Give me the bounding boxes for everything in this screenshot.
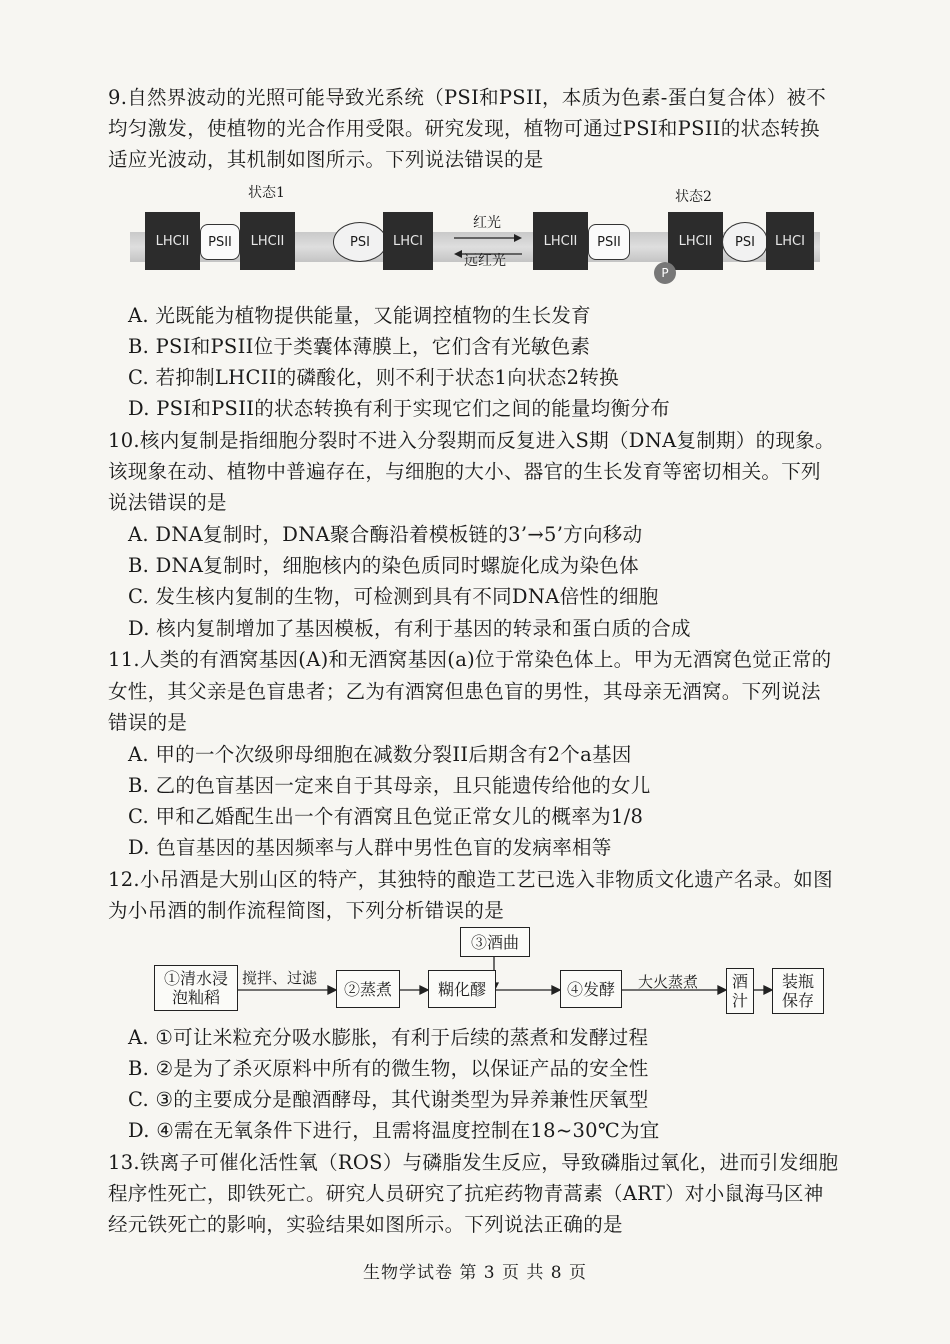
state1-label: 状态1 (248, 185, 285, 201)
flow-arrow-distill-label: 大火蒸煮 (638, 973, 699, 991)
flow-step-liquor (726, 968, 754, 1014)
q9-stem-line-1: 9.自然界波动的光照可能导致光系统（PSI和PSII，本质为色素-蛋白复合体）被不 (108, 86, 827, 109)
q10-stem-line-3: 说法错误的是 (108, 491, 227, 514)
flow-step-steam: ②蒸煮 (336, 970, 400, 1008)
far-red-light-label: 远红光 (464, 253, 506, 269)
lhci-complex: LHCI (766, 212, 814, 270)
q11-stem-line-1: 11.人类的有酒窝基因(A)和无酒窝基因(a)位于常染色体上。甲为无酒窝色觉正常的 (108, 648, 832, 671)
q12-stem-line-2: 为小吊酒的制作流程简图，下列分析错误的是 (108, 899, 505, 922)
q11-option-d: D. 色盲基因的基因频率与人群中男性色盲的发病率相等 (128, 836, 612, 859)
flow-step-bottling (772, 968, 824, 1014)
psii-complex: PSII (200, 224, 240, 260)
q10-option-b: B. DNA复制时，细胞核内的染色质同时螺旋化成为染色体 (128, 554, 639, 577)
flow-step-bottling-line-2: 保存 (781, 991, 814, 1010)
flow-step-fermentation: ④发酵 (560, 970, 622, 1008)
flow-step-soak-line-2: 泡籼稻 (171, 988, 220, 1007)
flow-step-soak (154, 965, 238, 1011)
q11-stem-line-2: 女性，其父亲是色盲患者；乙为有酒窝但患色盲的男性，其母亲无酒窝。下列说法 (108, 680, 821, 703)
phosphate-group: P (654, 262, 676, 284)
q13-stem-line-1: 13.铁离子可催化活性氧（ROS）与磷脂发生反应，导致磷脂过氧化，进而引发细胞 (108, 1151, 839, 1174)
flow-step-yeast: ③酒曲 (460, 927, 530, 957)
q11-stem-line-3: 错误的是 (108, 711, 188, 734)
flow-step-liquor-line-2: 汁 (731, 991, 748, 1010)
q13-stem-line-2: 程序性死亡，即铁死亡。研究人员研究了抗疟药物青蒿素（ART）对小鼠海马区神 (108, 1182, 824, 1205)
q9-option-b: B. PSI和PSII位于类囊体薄膜上，它们含有光敏色素 (128, 335, 591, 358)
lhcii-complex: LHCII (668, 212, 723, 270)
flow-step-gelatinized-mash: 糊化醪 (428, 970, 496, 1008)
q10-option-a: A. DNA复制时，DNA聚合酶沿着模板链的3’→5’方向移动 (128, 523, 643, 546)
flow-step-bottling-line-1: 装瓶 (781, 972, 814, 991)
lhcii-complex: LHCII (145, 212, 200, 270)
q10-option-d: D. 核内复制增加了基因模板，有利于基因的转录和蛋白质的合成 (128, 617, 691, 640)
q13-stem-line-3: 经元铁死亡的影响，实验结果如图所示。下列说法正确的是 (108, 1213, 623, 1236)
q9-option-a: A. 光既能为植物提供能量，又能调控植物的生长发育 (128, 304, 591, 327)
psii-complex: PSII (588, 224, 630, 260)
red-light-label: 红光 (473, 215, 501, 231)
q10-stem-line-2: 该现象在动、植物中普遍存在，与细胞的大小、器官的生长发育等密切相关。下列 (108, 460, 821, 483)
q12-option-a: A. ①可让米粒充分吸水膨胀，有利于后续的蒸煮和发酵过程 (128, 1026, 649, 1049)
lhcii-complex: LHCII (240, 212, 295, 270)
psi-complex: PSI (722, 222, 768, 262)
q9-stem-line-3: 适应光波动，其机制如图所示。下列说法错误的是 (108, 148, 544, 171)
lhci-complex: LHCI (383, 212, 433, 270)
page-footer: 生物学试卷 第 3 页 共 8 页 (362, 1263, 588, 1283)
q11-option-b: B. 乙的色盲基因一定来自于其母亲，且只能遗传给他的女儿 (128, 774, 651, 797)
flow-arrow-stir-filter-label: 搅拌、过滤 (242, 969, 318, 987)
flow-step-liquor-line-1: 酒 (731, 972, 748, 991)
state2-label: 状态2 (675, 189, 712, 205)
q12-option-d: D. ④需在无氧条件下进行，且需将温度控制在18~30℃为宜 (128, 1119, 660, 1142)
psi-complex: PSI (333, 222, 387, 262)
q11-option-c: C. 甲和乙婚配生出一个有酒窝且色觉正常女儿的概率为1/8 (128, 805, 644, 828)
photosystem-state-diagram (130, 180, 820, 295)
q10-stem-line-1: 10.核内复制是指细胞分裂时不进入分裂期而反复进入S期（DNA复制期）的现象。 (108, 429, 835, 452)
q9-option-d: D. PSI和PSII的状态转换有利于实现它们之间的能量均衡分布 (128, 397, 671, 420)
q10-option-c: C. 发生核内复制的生物，可检测到具有不同DNA倍性的细胞 (128, 585, 659, 608)
flow-step-soak-line-1: ①清水浸 (163, 969, 228, 988)
q12-option-b: B. ②是为了杀灭原料中所有的微生物，以保证产品的安全性 (128, 1057, 649, 1080)
q12-stem-line-1: 12.小吊酒是大别山区的特产，其独特的酿造工艺已选入非物质文化遗产名录。如图 (108, 868, 833, 891)
q9-stem-line-2: 均匀激发，使植物的光合作用受限。研究发现，植物可通过PSI和PSII的状态转换 (108, 117, 820, 140)
rice-wine-flowchart (150, 925, 840, 1025)
q12-option-c: C. ③的主要成分是酿酒酵母，其代谢类型为异养兼性厌氧型 (128, 1088, 649, 1111)
lhcii-complex: LHCII (533, 212, 588, 270)
q11-option-a: A. 甲的一个次级卵母细胞在减数分裂II后期含有2个a基因 (128, 743, 632, 766)
q9-option-c: C. 若抑制LHCII的磷酸化，则不利于状态1向状态2转换 (128, 366, 619, 389)
